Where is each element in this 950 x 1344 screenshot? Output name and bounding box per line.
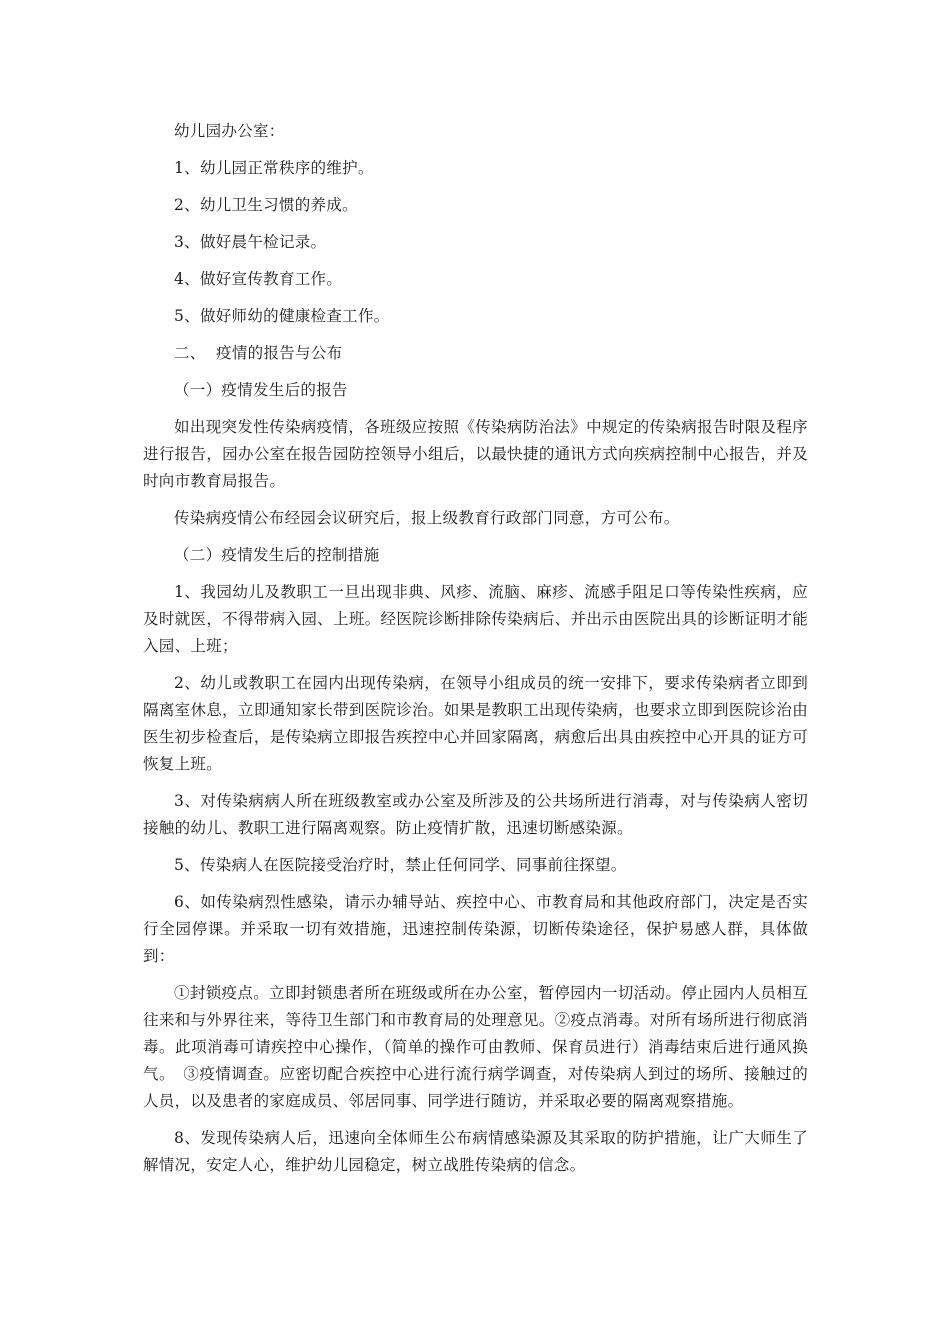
paragraph-measure-6-details: ①封锁疫点。立即封锁患者所在班级或所在办公室，暂停园内一切活动。停止园内人员相互往来和与外界往来，等待卫生部门和市教育局的处理意见。②疫点消毒。对所有场所进行彻底消毒。此项消毒可请疾控中心操作，（简单的操作可由教师、保育员进行）消毒结束后进行通风换气。 ③疫情调查。应密切配合疾控中心进行流行病学调查，对传染病人到过的场所、接触过的人员，以及患者的家庭成员、邻居同事、同学进行随访，并采取必要的隔离观察措施。 xyxy=(143,984,808,1110)
paragraph-publication: 传染病疫情公布经园会议研究后，报上级教育行政部门同意，方可公布。 xyxy=(174,509,680,527)
subsection-heading-1: （一）疫情发生后的报告 xyxy=(174,381,348,399)
paragraph-item-2: 2、幼儿卫生习惯的养成。 xyxy=(174,196,358,214)
subsection-heading-2: （二）疫情发生后的控制措施 xyxy=(174,546,380,564)
paragraph-measure-2: 2、幼儿或教职工在园内出现传染病，在领导小组成员的统一安排下，要求传染病者立即到隔离室休息，立即通知家长带到医院诊治。如果是教职工出现传染病，也要求立即到医院诊治由医生初步检查后，是传染病立即报告疾控中心并回家隔离，病愈后出具由疾控中心开具的证方可恢复上班。 xyxy=(143,674,808,773)
paragraph-measure-1: 1、我园幼儿及教职工一旦出现非典、风疹、流脑、麻疹、流感手阻足口等传染性疾病，应及时就医，不得带病入园、上班。经医院诊断排除传染病后、并出示由医院出具的诊断证明才能入园、上班； xyxy=(143,583,808,655)
paragraph-item-3: 3、做好晨午检记录。 xyxy=(174,233,327,251)
paragraph-measure-8: 8、发现传染病人后，迅速向全体师生公布病情感染源及其采取的防护措施，让广大师生了解情况，安定人心，维护幼儿园稳定，树立战胜传染病的信念。 xyxy=(143,1129,808,1174)
paragraph-report-procedure: 如出现突发性传染病疫情，各班级应按照《传染病防治法》中规定的传染病报告时限及程序进行报告，园办公室在报告园防控领导小组后，以最快捷的通讯方式向疾病控制中心报告，并及时向市教育局报告。 xyxy=(143,418,808,490)
paragraph-office-heading: 幼儿园办公室： xyxy=(174,122,285,140)
document-page xyxy=(143,118,808,1189)
paragraph-item-4: 4、做好宣传教育工作。 xyxy=(174,270,343,288)
paragraph-item-5: 5、做好师幼的健康检查工作。 xyxy=(174,307,390,325)
paragraph-measure-5: 5、传染病人在医院接受治疗时，禁止任何同学、同事前往探望。 xyxy=(174,856,627,874)
paragraph-item-1: 1、幼儿园正常秩序的维护。 xyxy=(174,159,374,177)
paragraph-measure-6: 6、如传染病烈性感染，请示办辅导站、疾控中心、市教育局和其他政府部门，决定是否实行全园停课。并采取一切有效措施，迅速控制传染源，切断传染途径，保护易感人群，具体做到： xyxy=(143,893,808,965)
paragraph-measure-3: 3、对传染病病人所在班级教室或办公室及所涉及的公共场所进行消毒，对与传染病人密切接触的幼儿、教职工进行隔离观察。防止疫情扩散，迅速切断感染源。 xyxy=(143,792,808,837)
section-heading-2: 二、 疫情的报告与公布 xyxy=(174,344,343,362)
